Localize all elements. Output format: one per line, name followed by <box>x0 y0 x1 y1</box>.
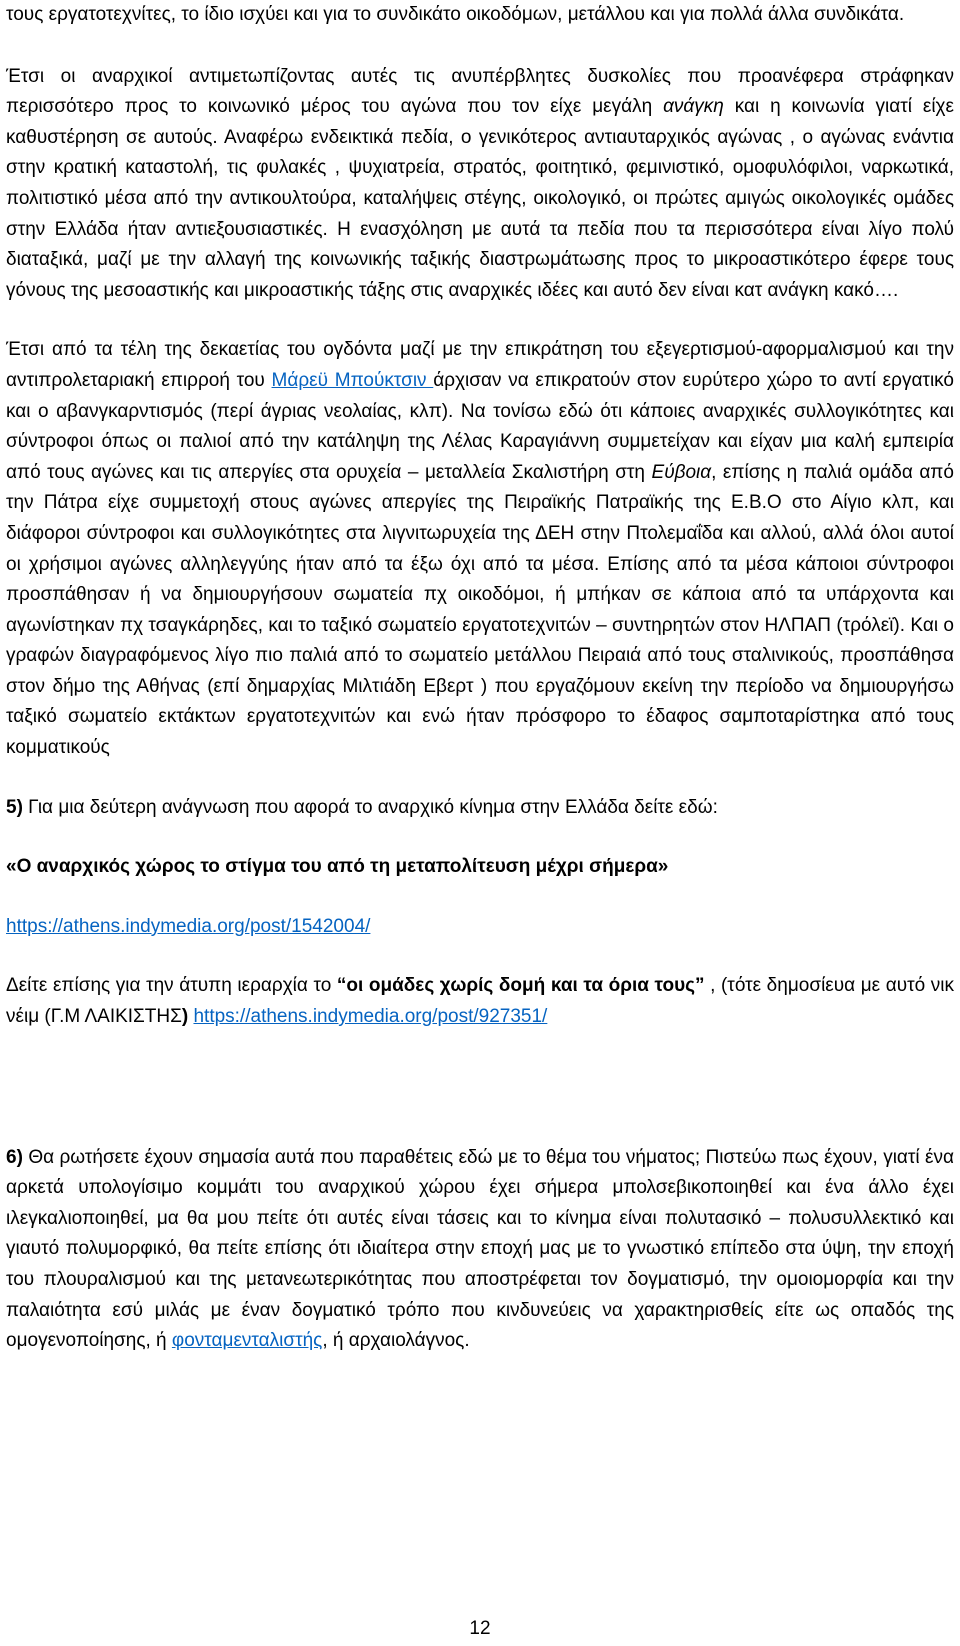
paragraph-anarchists-social-struggle: Έτσι οι αναρχικοί αντιμετωπίζοντας αυτές τις ανυπέρβλητες δυσκολίες που προανέφερα στράφηκαν περισσότερο προς το κοινωνικό μέρος του αγώνα που τον είχε μεγάλη ανάγκη και η κοινωνία γιατί είχε καθυστέρηση σε αυτούς. Αναφέρω ενδεικτικά πεδία, ο γενικότερος αντιαυταρχικός αγώνας , ο αγώνας ενάντια στην κρατική καταστολή, τις φυλακές , ψυχιατρεία, στρατός, φοιτητικό, φεμινιστικό, ομοφυλόφιλοι, ναρκωτικά, πολιτιστικό μέσα από την αντικουλτούρα, καταλήψεις στέγης, οικολογικό, οι πρώτες αμιγώς οικολογικές ομάδες στην Ελλάδα ήταν αντιεξουσιαστικές. Η ενασχόληση με αυτά τα πεδία που τα περισσότερα είναι λίγο πολύ διαταξικά, μαζί με την αλλαγή της κοινωνικής ταξικής διαστρωμάτωσης προς το μικροαστικότερο έφερε τους γόνους της μεσοαστικής και μικροαστικής τάξης στις αναρχικές ιδέες και αυτό δεν είναι κατ ανάγκη κακό…. <box>6 65 954 301</box>
paragraph-link-1 <box>6 912 954 943</box>
paragraph-informal-hierarchy: Δείτε επίσης για την άτυπη ιεραρχία το “οι ομάδες χωρίς δομή και τα όρια τους” , (τότε δημοσίευα με αυτό νικ νέιμ (Γ.Μ ΛΑΙΚΙΣΤΗΣ) https://athens.indymedia.org/post/927351/ <box>6 975 955 1028</box>
document-page <box>6 0 954 1357</box>
article-title: «Ο αναρχικός χώρος το στίγμα του από τη μεταπολίτευση μέχρι σήμερα» <box>6 856 669 878</box>
link-indymedia-927351[interactable]: https://athens.indymedia.org/post/927351/ <box>193 1006 548 1028</box>
page-number: 12 <box>469 1618 491 1639</box>
link-indymedia-1542004[interactable]: https://athens.indymedia.org/post/1542004/ <box>6 915 371 937</box>
paragraph-continuation: τους εργατοτεχνίτες, το ίδιο ισχύει και για το συνδικάτο οικοδόμων, μετάλλου και για πολλά άλλα συνδικάτα. <box>6 4 905 25</box>
paragraph-item-5: 5) Για μια δεύτερη ανάγνωση που αφορά το αναρχικό κίνημα στην Ελλάδα δείτε εδώ: <box>6 796 718 818</box>
link-fundamentalist[interactable]: φονταμενταλιστής <box>171 1330 323 1352</box>
paragraph-eighties: Έτσι από τα τέλη της δεκαετίας του ογδόντα μαζί με την επικράτηση του εξεγερτισμού-αφορμαλισμού και την αντιπρολεταριακή επιρροή του Μάρεϋ Μπούκτσιν άρχισαν να επικρατούν στον ευρύτερο χώρο το αντί εργατικό και ο αβανγκαρντισμός (περί άγριας νεολαίας, κλπ). Να τονίσω εδώ ότι κάποιες αναρχικές συλλογικότητες και σύντροφοι όπως οι παλιοί από την κατάληψη της Λέλας Καραγιάννη συμμετείχαν και είχαν μια καλή εμπειρία από τους αγώνες και τις απεργίες στα ορυχεία – μεταλλεία Σκαλιστήρη στη Εύβοια, επίσης η παλιά ομάδα από την Πάτρα είχε συμμετοχή στους αγώνες απεργίες της Πειραϊκής Πατραϊκής της Ε.Β.Ο στο Αίγιο κλπ, και διάφοροι σύντροφοι και συλλογικότητες στα λιγνιτωρυχεία της ΔΕΗ στην Πτολεμαΐδα και αλλού, αλλά όλοι αυτοί οι χρήσιμοι αγώνες αλληλεγγύης ήταν από τα έξω όχι από τα μέσα. Επίσης από τα μέσα κάποιοι σύντροφοι προσπάθησαν ή να δημιουργήσουν σωματεία πχ οικοδόμοι, ή μπήκαν σε κάποια από τα υπάρχοντα και αγωνίστηκαν πχ τσαγκάρηδες, και το ταξικό σωματείο εργατοτεχνιτών – συντηρητών στον ΗΛΠΑΠ (τρόλεϊ). Και ο γραφών διαγραφόμενος λίγο πιο παλιά από το σωματείο μετάλλου Πειραιά από τους σταλινικούς, προσπάθησα στον δήμο της Αθήνας (επί δημαρχίας Μιλτιάδη Εβερτ ) που εργαζόμουν εκείνη την περίοδο να δημιουργήσω ταξικό σωματείο εκτάκτων εργατοτεχνιτών και ενώ ήταν πρόσφορο το έδαφος σαμποταρίστηκα από τους κομματικούς <box>6 339 954 759</box>
paragraph-item-6: 6) Θα ρωτήσετε έχουν σημασία αυτά που παραθέτεις εδώ με το θέμα του νήματος; Πιστεύω πως έχουν, γιατί ένα αρκετά υπολογίσιμο κομμάτι του αναρχικού χώρου έχει σήμερα μπολσεβικοποιηθεί και ένα άλλο έχει ιλεγκαλιοποιηθεί, μα θα μου πείτε ότι αυτές είναι τάσεις και το κίνημα είναι πολυτασικό – πολυσυλλεκτικό και γιαυτό πολυμορφικό, θα πείτε επίσης ότι ιδιαίτερα στην εποχή μας με το γνωστικό επίπεδο στα ύψη, την εποχή του πλουραλισμού και της μετανεωτερικότητας που αποστρέφεται τον δογματισμό, την ομοιομορφία και την παλαιότητα εσύ μιλάς με έναν δογματικό τρόπο που κινδυνεύεις να χαρακτηρισθείς είτε ως οπαδός της ομογενοποίησης, ή φονταμενταλιστής, ή αρχαιολάγνος. <box>6 1146 954 1352</box>
link-bookchin[interactable]: Μάρεϋ Μπούκτσιν <box>271 369 434 391</box>
